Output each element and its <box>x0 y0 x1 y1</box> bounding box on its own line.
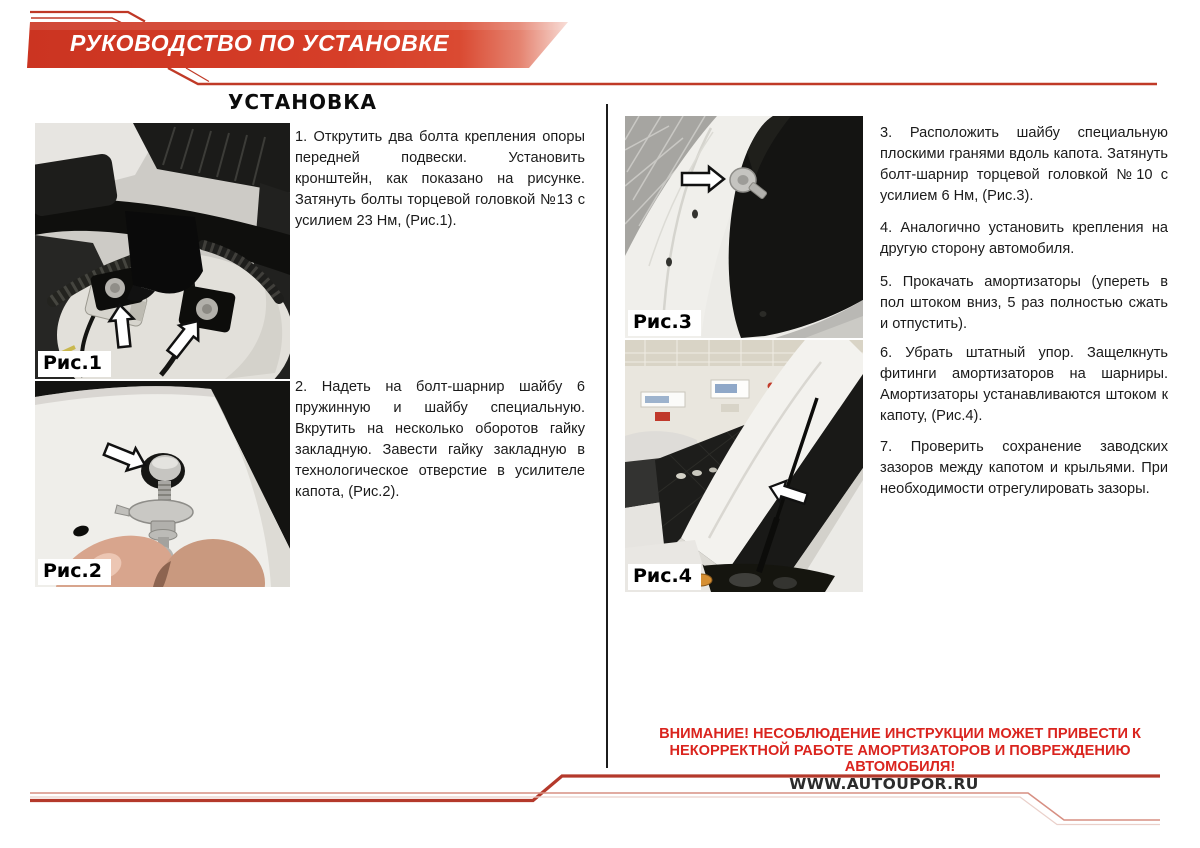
figure-4-illustration <box>625 340 863 592</box>
step-3-text: 3. Расположить шайбу специальную плоскими гранями вдоль капота. Затянуть болт-шарнир торцевой головкой №10 с усилием 6 Нм, (Рис.3). <box>880 125 1168 204</box>
footer-lines-art <box>0 760 1200 848</box>
figure-2-photo <box>35 381 290 587</box>
warning-text: ВНИМАНИЕ! НЕСОБЛЮДЕНИЕ ИНСТРУКЦИИ МОЖЕТ ПРИВЕСТИ К НЕКОРРЕКТНОЙ РАБОТЕ АМОРТИЗАТОРОВ И ПОВРЕЖДЕНИЮ АВТОМОБИЛЯ! <box>659 726 1141 775</box>
figure-1-illustration <box>35 123 290 379</box>
figure-1-label: Рис.1 <box>38 351 111 377</box>
figure-3-label: Рис.3 <box>628 310 701 336</box>
step-7-text: 7. Проверить сохранение заводских зазоров между капотом и крыльями. При необходимости отрегулировать зазоры. <box>880 439 1168 497</box>
step-5-text: 5. Прокачать амортизаторы (упереть в пол штоком вниз, 5 раз полностью сжать и отпустить). <box>880 274 1168 332</box>
step-4-text: 4. Аналогично установить крепления на другую сторону автомобиля. <box>880 220 1168 257</box>
banner-bottom-speed-lines <box>168 68 1157 84</box>
figure-2-label: Рис.2 <box>38 559 111 585</box>
banner-title: РУКОВОДСТВО ПО УСТАНОВКЕ <box>70 30 450 56</box>
website-url: WWW.AUTOUPOR.RU <box>789 775 979 793</box>
column-divider <box>606 104 608 768</box>
figure-3-photo <box>625 116 863 338</box>
step-2-text: 2. Надеть на болт-шарнир шайбу 6 пружинную и шайбу специальную. Вкрутить на несколько оборотов гайку закладную. Завести гайку закладную в технологическое отверстие в усилителе капота, (Рис.2). <box>295 379 585 500</box>
figure-3-illustration <box>625 116 863 338</box>
step-1-text: 1. Открутить два болта крепления опоры передней подвески. Установить кронштейн, как показано на рисунке. Затянуть болты торцевой головкой №13 с усилием 23 Нм, (Рис.1). <box>295 129 585 229</box>
banner-top-speed-lines <box>30 12 145 23</box>
figure-2-illustration <box>35 381 290 587</box>
figure-1-photo <box>35 123 290 379</box>
section-title: УСТАНОВКА <box>228 90 378 114</box>
figure-4-label: Рис.4 <box>628 564 701 590</box>
step-6-text: 6. Убрать штатный упор. Защелкнуть фитинги амортизаторов на шарниры. Амортизаторы устанавливаются штоком к капоту, (Рис.4). <box>880 345 1168 424</box>
figure-4-photo <box>625 340 863 592</box>
